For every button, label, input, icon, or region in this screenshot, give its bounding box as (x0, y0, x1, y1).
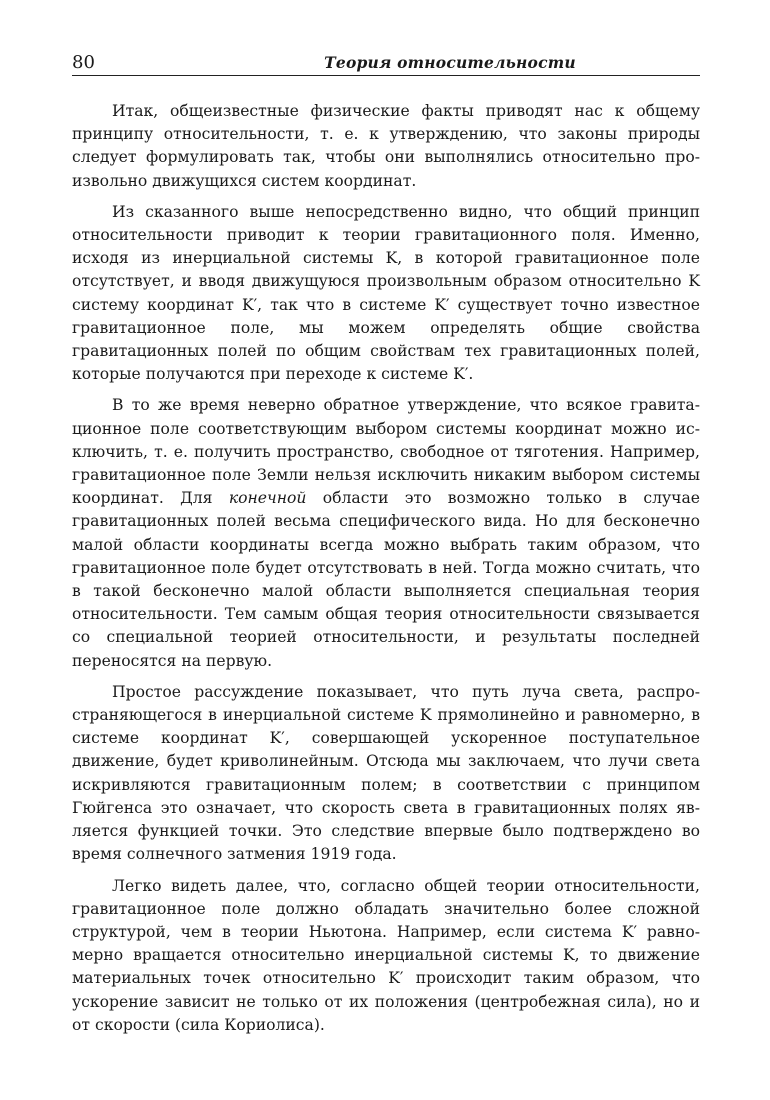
running-title: Теория относительности (324, 53, 576, 72)
page-number: 80 (72, 52, 95, 73)
page-header (72, 52, 700, 76)
emphasized-word: конечной (228, 489, 307, 508)
header-rule (72, 75, 700, 76)
paragraph-4: Простое рассуждение показывает, что путь луча света, распространяющегося в инерциальной системе K прямолинейно и равномерно, в системе координат K′, совершающей ускоренное поступательное движение, будет криволинейным. Отсюда мы заключаем, что лучи света искривляются гравитационным полем; в соответствии с принципом Гюйгенса это означает, что скорость света в гравитационных полях является функцией точки. Это следствие впервые было подтверждено во время солнечного затмения 1919 года. (72, 682, 700, 864)
page-body (72, 100, 700, 1045)
paragraph-1: Итак, общеизвестные физические факты приводят нас к общему принципу относительности, т. е. к утверждению, что законы природы следует формулировать так, чтобы они выполнялись относительно произвольно движущихся систем координат. (72, 102, 700, 190)
paragraph-5: Легко видеть далее, что, согласно общей теории относительности, гравитационное поле должно обладать значительно более сложной структурой, чем в теории Ньютона. Например, если система K′ равномерно вращается относительно инерциальной системы K, то движение материальных точек относительно K′ происходит таким образом, что ускорение зависит не только от их положения (центробежная сила), но и от скорости (сила Кориолиса). (72, 876, 700, 1034)
paragraph-2: Из сказанного выше непосредственно видно, что общий принцип относительности приводит к теории гравитационного поля. Именно, исходя из инерциальной системы K, в которой гравитационное поле отсутствует, и вводя движущуюся произвольным образом относительно K систему координат K′, так что в системе K′ существует точно известное гравитационное поле, мы можем определять общие свойства гравитационных полей по общим свойствам тех гравитационных полей, которые получаются при переходе к системе K′. (72, 202, 700, 384)
paragraph-3-part2: области это возможно только в случае гравитационных полей весьма специфического вида. Но для бесконечно малой области координаты всегда можно выбрать таким образом, что гравитационное поле будет отсутствовать в ней. Тогда можно считать, что в такой бесконечно малой области выполняется специальная теория относительности. Тем самым общая теория относительности связывается со специальной теорией относительности, и результаты последней переносятся на первую. (72, 489, 701, 670)
paragraph-3-part1: В то же время неверно обратное утверждение, что всякое гравитационное поле соответствующим выбором системы координат можно исключить, т. е. получить пространство, свободное от тяготения. Например, гравитационное поле Земли нельзя исключить никаким выбором системы координат. Для (72, 396, 700, 508)
paragraph-3 (72, 394, 700, 672)
